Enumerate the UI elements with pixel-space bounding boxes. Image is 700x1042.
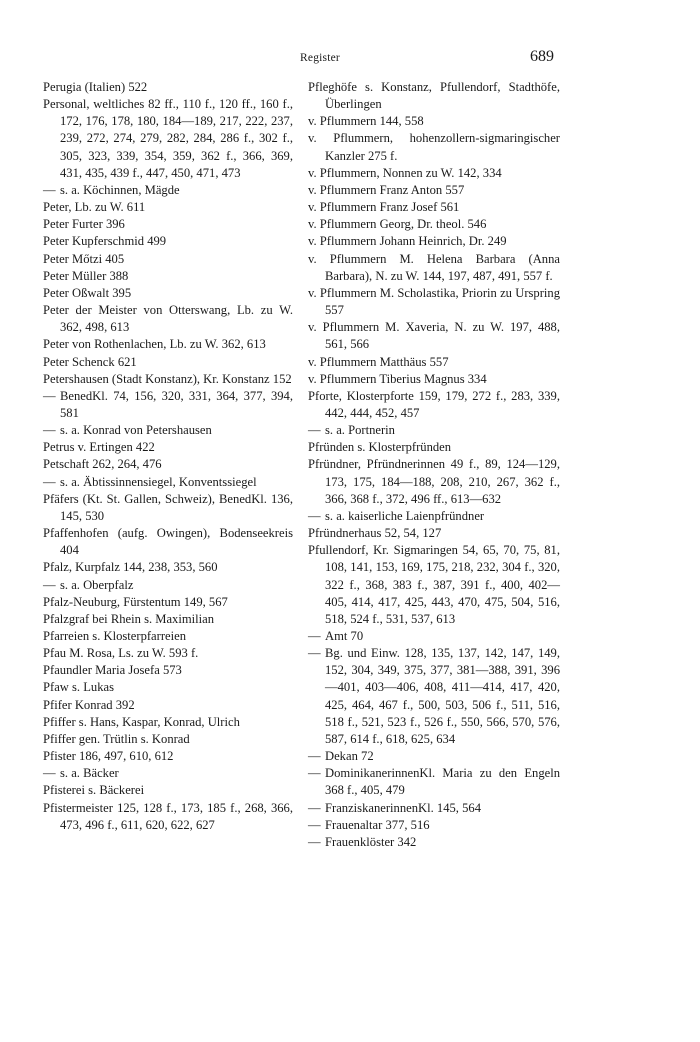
entry-text: s. a. Portnerin (325, 423, 395, 438)
subentry-dash: — (43, 388, 56, 403)
entry-text: Pfau M. Rosa, Ls. zu W. 593 f. (43, 646, 199, 661)
index-entry (43, 559, 293, 576)
entry-text: Peter Mőtzi 405 (43, 251, 125, 266)
entry-text: Petershausen (Stadt Konstanz), Kr. Konstanz 152 (43, 371, 292, 386)
entry-text: Pfalzgraf bei Rhein s. Maximilian (43, 611, 215, 626)
index-entry (43, 662, 293, 679)
index-entry (43, 800, 293, 834)
index-entry (43, 79, 293, 96)
entry-text: Dekan 72 (325, 749, 374, 764)
index-subentry (308, 645, 560, 748)
entry-text: Peter Müller 388 (43, 268, 129, 283)
entry-text: s. a. Konrad von Petershausen (60, 423, 212, 438)
index-entry (43, 199, 293, 216)
entry-text: Pfifer Konrad 392 (43, 697, 135, 712)
entry-text: s. a. Oberpfalz (60, 577, 134, 592)
index-subentry (43, 765, 293, 782)
page-number: 689 (530, 48, 554, 65)
index-entry (43, 714, 293, 731)
entry-text: Pfister 186, 497, 610, 612 (43, 749, 174, 764)
entry-text: DominikanerinnenKl. Maria zu den Engeln 368 f., 405, 479 (325, 766, 560, 798)
entry-text: Petrus v. Ertingen 422 (43, 440, 155, 455)
subentry-dash: — (43, 577, 56, 592)
entry-text: Pfisterei s. Bäckerei (43, 783, 145, 798)
index-subentry (43, 422, 293, 439)
entry-text: Peter von Rothenlachen, Lb. zu W. 362, 613 (43, 337, 266, 352)
subentry-dash: — (308, 423, 321, 438)
entry-text: v. Pflummern 144, 558 (308, 114, 424, 129)
index-entry (43, 611, 293, 628)
entry-text: Pfleghöfe s. Konstanz, Pfullendorf, Stadthöfe, Überlingen (308, 80, 560, 112)
entry-text: FranziskanerinnenKl. 145, 564 (325, 800, 481, 815)
subentry-dash: — (308, 508, 321, 523)
index-entry (308, 216, 560, 233)
entry-text: Petschaft 262, 264, 476 (43, 457, 162, 472)
index-entry (43, 439, 293, 456)
entry-text: Pfaffenhofen (aufg. Owingen), Bodenseekreis 404 (43, 526, 293, 558)
index-subentry (308, 422, 560, 439)
entry-text: Pfiffer gen. Trütlin s. Konrad (43, 731, 190, 746)
index-entry (308, 182, 560, 199)
entry-text: Pfründner, Pfründnerinnen 49 f., 89, 124—129, 173, 175, 184—188, 208, 210, 267, 362 f., 366, 368 f., 372, 496 ff., 613—632 (308, 457, 560, 506)
subentry-dash: — (308, 766, 321, 781)
index-entry (308, 439, 560, 456)
entry-text: Pfaundler Maria Josefa 573 (43, 663, 182, 678)
subentry-dash: — (308, 749, 321, 764)
entry-text: Pfründnerhaus 52, 54, 127 (308, 526, 442, 541)
entry-text: v. Pflummern Franz Josef 561 (308, 200, 460, 215)
subentry-dash: — (308, 646, 321, 661)
index-entry (43, 525, 293, 559)
index-subentry (308, 834, 560, 851)
index-entry (43, 336, 293, 353)
index-subentry (308, 748, 560, 765)
index-entry (308, 113, 560, 130)
entry-text: Personal, weltliches 82 ff., 110 f., 120 ff., 160 f., 172, 176, 178, 180, 184—189, 217, 222, 237, 239, 272, 274, 279, 282, 284, 286 f., 302 f., 305, 323, 339, 354, 359, 362 f., 366, 369, 431, 435, 439 f., 447, 450, 471, 473 (43, 97, 293, 180)
index-entry (43, 268, 293, 285)
entry-text: Frauenklöster 342 (325, 834, 417, 849)
index-entry (43, 679, 293, 696)
entry-text: s. a. Bäcker (60, 766, 119, 781)
index-subentry (308, 765, 560, 799)
index-entry (43, 302, 293, 336)
index-entry (308, 233, 560, 250)
entry-text: v. Pflummern Matthäus 557 (308, 354, 449, 369)
subentry-dash: — (43, 423, 56, 438)
entry-text: Peter der Meister von Otterswang, Lb. zu W. 362, 498, 613 (43, 303, 293, 335)
index-entry (308, 354, 560, 371)
subentry-dash: — (308, 817, 321, 832)
index-entry (43, 216, 293, 233)
subentry-dash: — (43, 182, 56, 197)
entry-text: Pfäfers (Kt. St. Gallen, Schweiz), BenedKl. 136, 145, 530 (43, 491, 293, 523)
entry-text: Pforte, Klosterpforte 159, 179, 272 f., 283, 339, 442, 444, 452, 457 (308, 388, 560, 420)
index-subentry (308, 800, 560, 817)
entry-text: v. Pflummern M. Scholastika, Priorin zu Urspring 557 (308, 285, 560, 318)
index-subentry (43, 182, 293, 199)
index-subentry (43, 474, 293, 491)
entry-text: Pfullendorf, Kr. Sigmaringen 54, 65, 70, 75, 81, 108, 141, 153, 169, 175, 218, 232, 304 f., 320, 322 f., 368, 383 f., 387, 391 f., 400, 402—405, 414, 417, 425, 443, 470, 475, 504, 516, 518, 524 f., 531, 537, 613 (308, 543, 560, 626)
index-entry (43, 594, 293, 611)
entry-text: Pfalz-Neuburg, Fürstentum 149, 567 (43, 594, 228, 609)
index-entry (43, 748, 293, 765)
index-entry (43, 645, 293, 662)
index-subentry (308, 628, 560, 645)
index-entry (308, 199, 560, 216)
entry-text: v. Pflummern M. Xaveria, N. zu W. 197, 488, 561, 566 (308, 320, 560, 352)
index-entry (308, 525, 560, 542)
index-column-right (308, 79, 560, 851)
entry-text: v. Pflummern, hohenzollern-sigmaringischer Kanzler 275 f. (308, 131, 560, 163)
index-entry (308, 130, 560, 164)
entry-text: s. a. kaiserliche Laienpfründner (325, 508, 485, 523)
subentry-dash: — (308, 834, 321, 849)
index-entry (43, 233, 293, 250)
index-entry (308, 79, 560, 113)
entry-text: v. Pflummern Tiberius Magnus 334 (308, 371, 487, 386)
entry-text: Frauenaltar 377, 516 (325, 817, 430, 832)
index-entry (43, 782, 293, 799)
entry-text: Pfarreien s. Klosterpfarreien (43, 629, 187, 643)
index-subentry (43, 577, 293, 594)
index-entry (308, 165, 560, 182)
entry-text: Peter, Lb. zu W. 611 (43, 200, 146, 215)
index-entry (43, 628, 293, 645)
index-subentry (43, 388, 293, 422)
index-entry (43, 371, 293, 388)
entry-text: v. Pflummern Franz Anton 557 (308, 182, 465, 197)
subentry-dash: — (308, 629, 321, 643)
entry-text: BenedKl. 74, 156, 320, 331, 364, 377, 394, 581 (60, 388, 293, 420)
entry-text: v. Pflummern M. Helena Barbara (Anna Barbara), N. zu W. 144, 197, 487, 491, 557 f. (308, 251, 560, 283)
index-entry (308, 319, 560, 353)
index-entry (43, 731, 293, 748)
index-column-left (43, 79, 293, 834)
index-entry (43, 697, 293, 714)
index-entry (308, 542, 560, 628)
entry-text: Pfalz, Kurpfalz 144, 238, 353, 560 (43, 560, 218, 575)
index-entry (43, 285, 293, 302)
subentry-dash: — (308, 800, 321, 815)
entry-text: Peter Furter 396 (43, 217, 125, 232)
entry-text: v. Pflummern Georg, Dr. theol. 546 (308, 217, 487, 232)
entry-text: Bg. und Einw. 128, 135, 137, 142, 147, 149, 152, 304, 349, 375, 377, 381—388, 391, 396—401, 403—406, 408, 411—414, 417, 420, 425, 464, 467 f., 500, 503, 506 f., 511, 516, 518 f., 521, 523 f., 526 f., 550, 566, 570, 576, 587, 614 f., 618, 625, 634 (325, 646, 560, 746)
header-title: Register (300, 52, 340, 64)
entry-text: Pfaw s. Lukas (43, 680, 115, 695)
entry-text: Pfistermeister 125, 128 f., 173, 185 f., 268, 366, 473, 496 f., 611, 620, 622, 627 (43, 800, 293, 832)
entry-text: Peter Kupferschmid 499 (43, 234, 167, 249)
entry-text: Peter Oßwalt 395 (43, 285, 132, 300)
entry-text: Perugia (Italien) 522 (43, 80, 148, 94)
entry-text: s. a. Äbtissinnensiegel, Konventssiegel (60, 474, 257, 489)
index-entry (43, 354, 293, 371)
entry-text: Pfiffer s. Hans, Kaspar, Konrad, Ulrich (43, 714, 240, 729)
entry-text: Amt 70 (325, 629, 364, 643)
index-entry (308, 251, 560, 285)
index-entry (43, 251, 293, 268)
entry-text: v. Pflummern, Nonnen zu W. 142, 334 (308, 165, 502, 180)
index-entry (43, 456, 293, 473)
index-subentry (308, 817, 560, 834)
entry-text: Peter Schenck 621 (43, 354, 137, 369)
index-entry (43, 96, 293, 182)
subentry-dash: — (43, 474, 56, 489)
index-entry (308, 388, 560, 422)
index-subentry (308, 508, 560, 525)
entry-text: s. a. Köchinnen, Mägde (60, 182, 180, 197)
entry-text: Pfründen s. Klosterpfründen (308, 440, 452, 455)
index-entry (308, 371, 560, 388)
index-entry (308, 285, 560, 319)
index-entry (308, 456, 560, 507)
entry-text: v. Pflummern Johann Heinrich, Dr. 249 (308, 234, 507, 249)
index-entry (43, 491, 293, 525)
subentry-dash: — (43, 766, 56, 781)
